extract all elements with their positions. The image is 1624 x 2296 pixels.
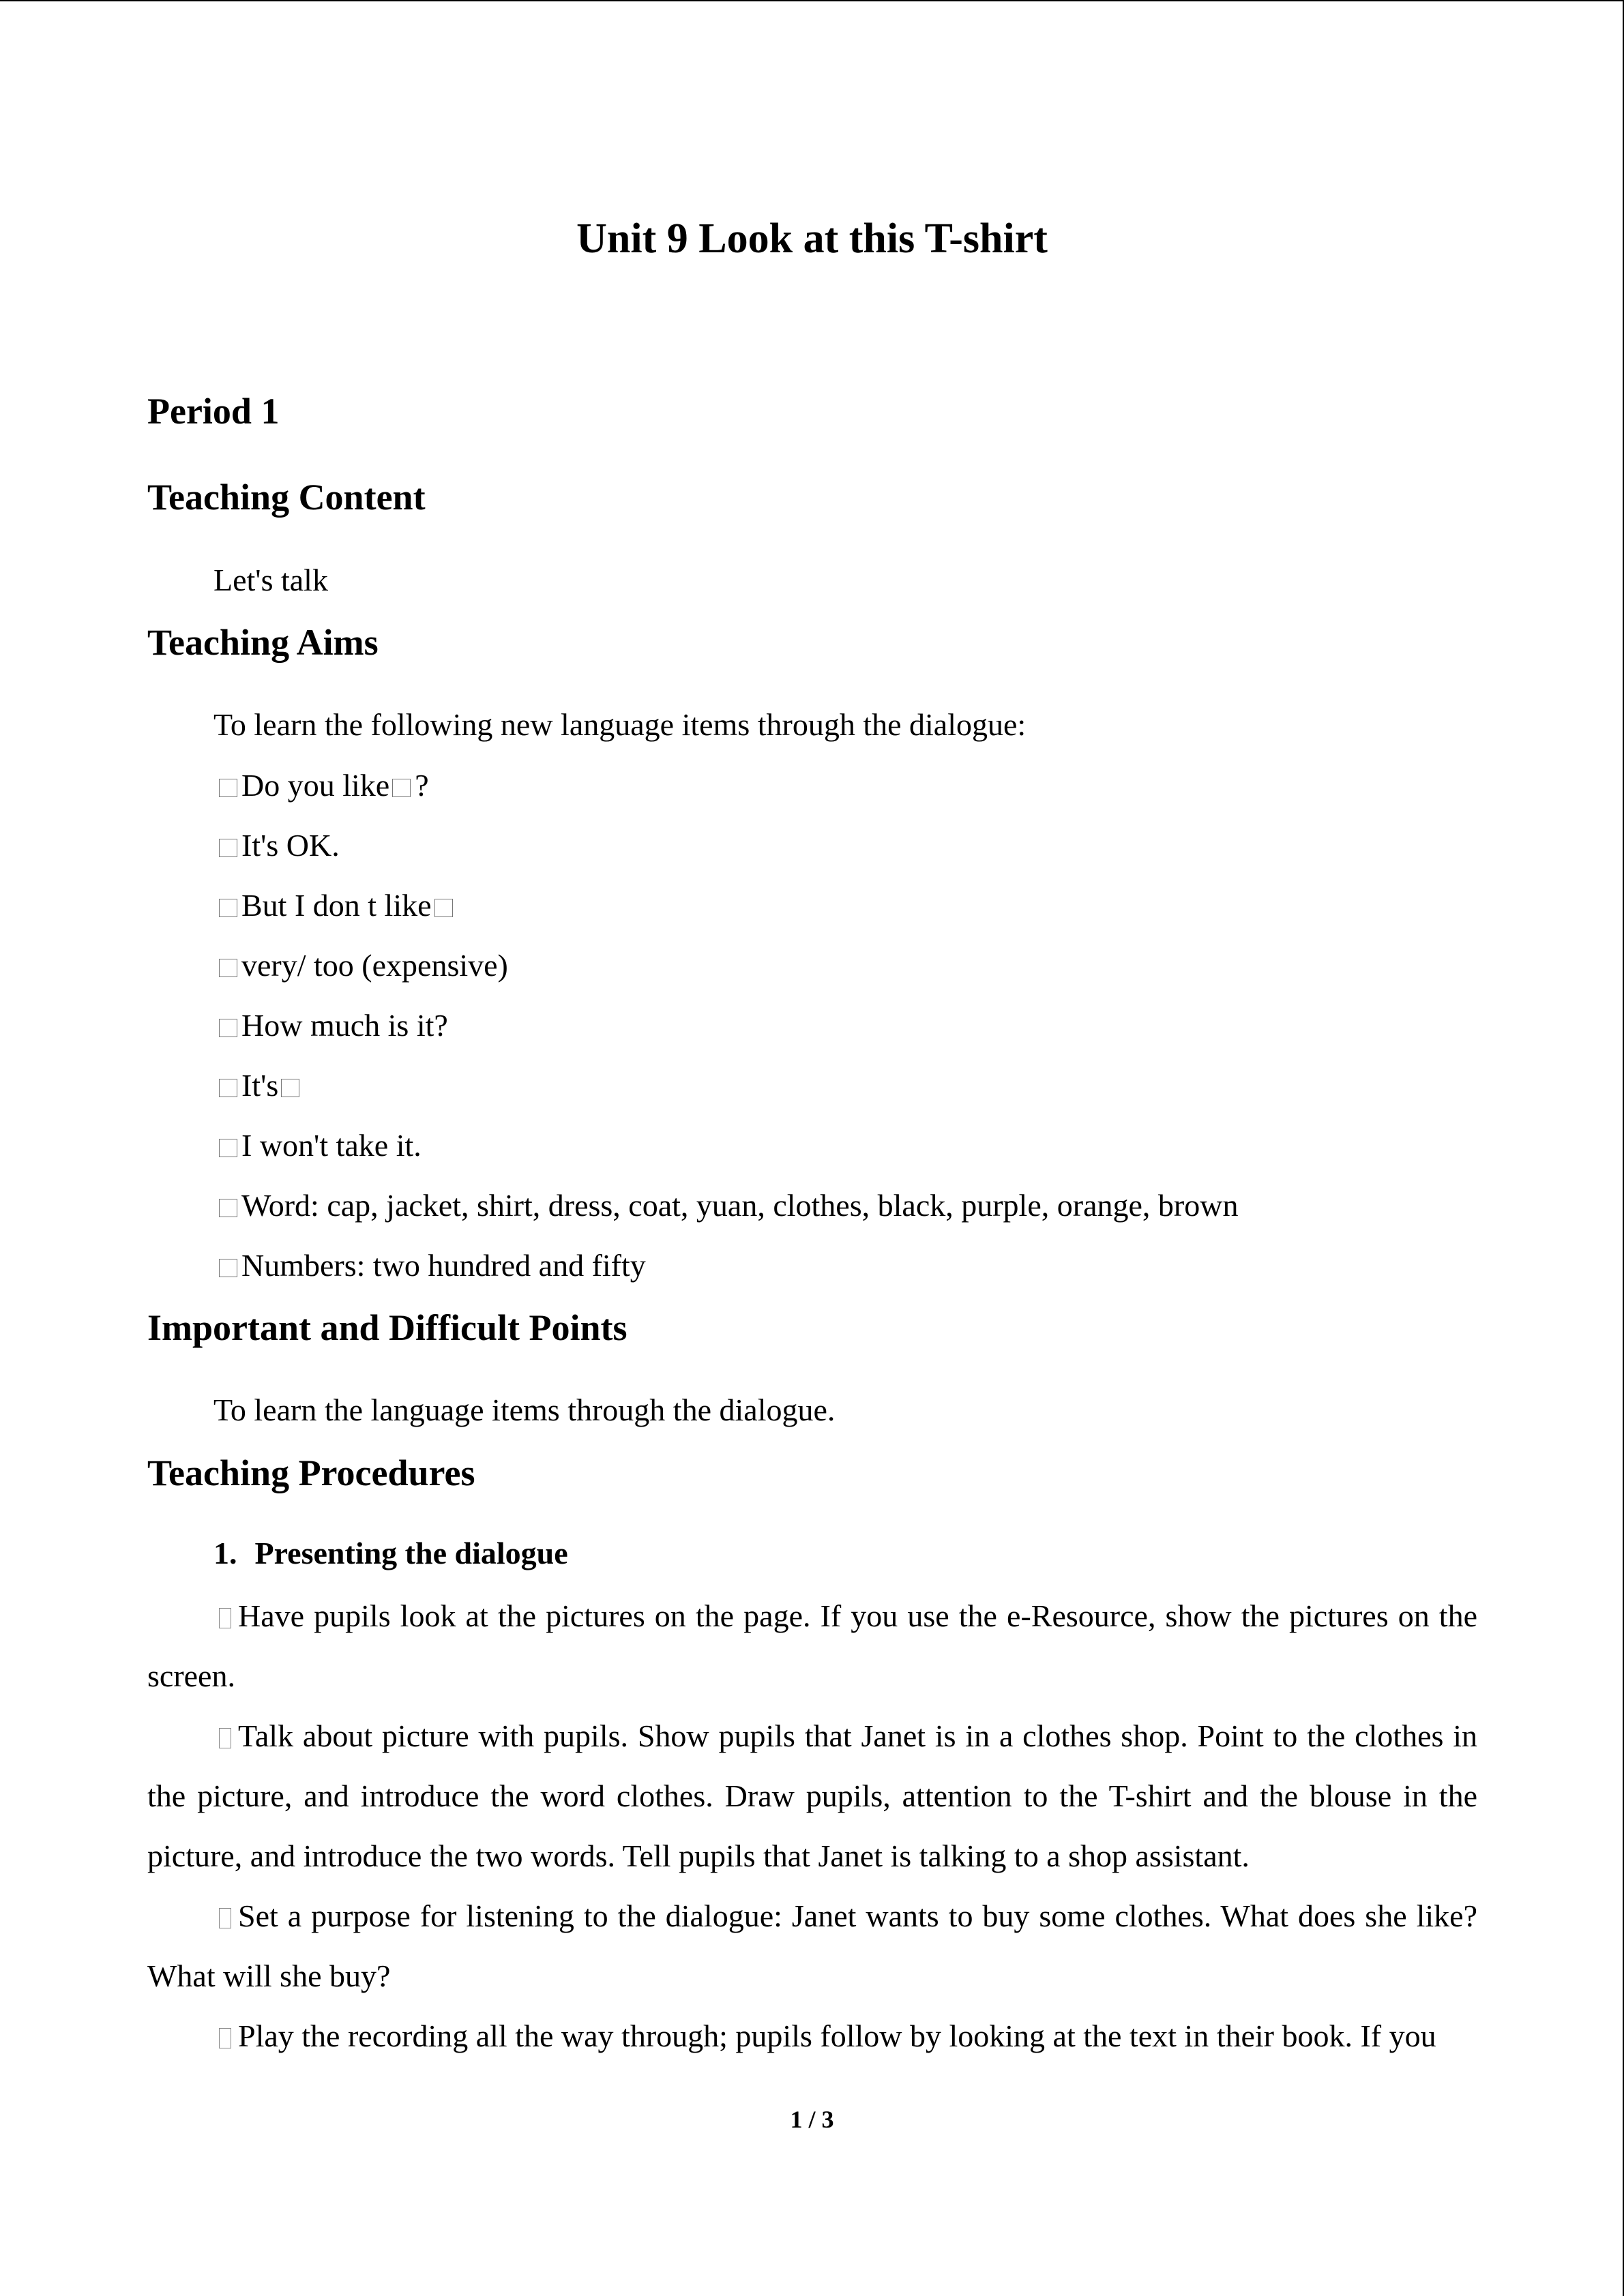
missing-glyph-box-icon xyxy=(219,899,237,917)
missing-glyph-box-icon xyxy=(434,899,453,917)
aim-item: How much is it? xyxy=(213,1005,448,1046)
missing-glyph-icon xyxy=(219,1608,231,1628)
aim-item: Word: cap, jacket, shirt, dress, coat, yuan, clothes, black, purple, orange, brown xyxy=(213,1185,1238,1226)
teaching-content-text: Let's talk xyxy=(213,563,328,597)
missing-glyph-box-icon xyxy=(219,1079,237,1097)
missing-glyph-icon xyxy=(219,1728,231,1748)
important-points-heading: Important and Difficult Points xyxy=(147,1307,628,1348)
missing-glyph-box-icon xyxy=(281,1079,299,1097)
aim-item: It's xyxy=(213,1065,304,1106)
aim-item: It's OK. xyxy=(213,825,340,866)
aim-item: Do you like ? xyxy=(213,765,429,806)
teaching-aims-heading: Teaching Aims xyxy=(147,622,379,663)
aim-item: But I don t like xyxy=(213,885,457,926)
aim-item: I won't take it. xyxy=(213,1125,422,1166)
missing-glyph-box-icon xyxy=(219,1139,237,1157)
missing-glyph-box-icon xyxy=(219,839,237,857)
teaching-content-heading: Teaching Content xyxy=(147,477,426,518)
procedure-paragraph: Talk about picture with pupils. Show pupils that Janet is in a clothes shop. Point to the clothes in the picture, and introduce the word clothes. Draw pupils, attention to the T-shirt and the blouse in the picture, and introduce the two words. Tell pupils that Janet is talking to a shop assistant. xyxy=(147,1718,1477,1873)
missing-glyph-icon xyxy=(219,1908,231,1928)
aim-item: Numbers: two hundred and fifty xyxy=(213,1245,646,1286)
teaching-aims-intro: To learn the following new language items through the dialogue: xyxy=(213,707,1027,742)
missing-glyph-box-icon xyxy=(219,1259,237,1277)
missing-glyph-box-icon xyxy=(219,779,237,797)
procedure-paragraph: Play the recording all the way through; pupils follow by looking at the text in their book. If you xyxy=(147,2006,1477,2066)
procedure-paragraph: Have pupils look at the pictures on the page. If you use the e-Resource, show the pictures on the screen. xyxy=(147,1598,1477,1693)
important-points-text: To learn the language items through the dialogue. xyxy=(213,1392,836,1427)
procedures-heading: Teaching Procedures xyxy=(147,1452,475,1493)
missing-glyph-box-icon xyxy=(219,1019,237,1037)
procedure-step-title: 1. Presenting the dialogue xyxy=(213,1536,568,1570)
missing-glyph-box-icon xyxy=(219,959,237,977)
missing-glyph-box-icon xyxy=(219,1199,237,1217)
page-indicator: 1 / 3 xyxy=(790,2106,834,2133)
period-heading: Period 1 xyxy=(147,391,280,432)
aim-item: very/ too (expensive) xyxy=(213,945,508,986)
missing-glyph-box-icon xyxy=(392,779,411,797)
document-title: Unit 9 Look at this T-shirt xyxy=(576,215,1048,262)
procedure-paragraph: Set a purpose for listening to the dialogue: Janet wants to buy some clothes. What does she like? What will she buy? xyxy=(147,1898,1477,1993)
missing-glyph-icon xyxy=(219,2028,231,2048)
